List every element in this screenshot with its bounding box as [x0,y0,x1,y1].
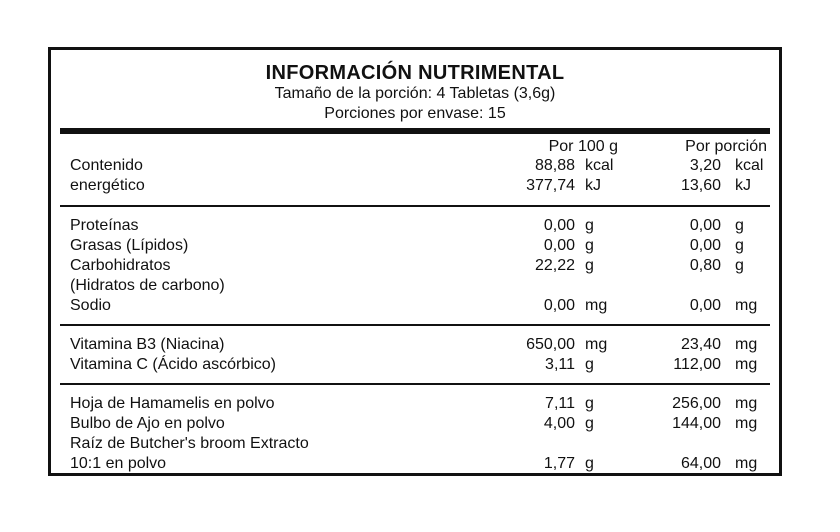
column-header-per-100g: Por 100 g [548,138,618,155]
ingredient-per100-value: 4,00 [543,415,575,432]
energy-kcal-perserving-unit: kcal [735,157,764,174]
divider [60,205,770,207]
ingredient-perserving-value: 256,00 [672,395,721,412]
macro-perserving-unit: g [735,257,744,274]
macro-perserving-unit: g [735,237,744,254]
vitamin-name: Vitamina C (Ácido ascórbico) [70,356,277,373]
vitamin-per100-value: 3,11 [545,356,575,373]
ingredient-name: Bulbo de Ajo en polvo [70,415,225,432]
servings-per-container: Porciones por envase: 15 [324,105,506,122]
divider [60,324,770,326]
ingredient-per100-unit: g [585,455,594,472]
ingredient-per100-unit: g [585,395,594,412]
energy-kcal-per100-value: 88,88 [534,157,575,174]
ingredient-perserving-value: 144,00 [672,415,721,432]
macro-perserving-value: 0,00 [689,297,721,314]
ingredient-per100-value: 1,77 [543,455,575,472]
energy-kcal-perserving-value: 3,20 [689,157,721,174]
energy-kj-per100-unit: kJ [585,177,601,194]
macro-perserving-unit: mg [735,297,758,314]
ingredient-perserving-unit: mg [735,415,758,432]
nutrition-facts-label [48,47,782,476]
vitamin-perserving-value: 23,40 [680,336,721,353]
macro-name: Proteínas [70,217,139,234]
macro-name: Carbohidratos [70,257,171,274]
macro-per100-value: 22,22 [534,257,575,274]
vitamin-per100-unit: mg [585,336,608,353]
macro-per100-value: 0,00 [543,237,575,254]
ingredient-perserving-value: 64,00 [680,455,721,472]
label-title: INFORMACIÓN NUTRIMENTAL [265,62,565,84]
vitamin-per100-value: 650,00 [526,336,575,353]
thick-divider [60,128,770,134]
vitamin-per100-unit: g [585,356,594,373]
energy-label-line1: Contenido [70,157,143,174]
macro-perserving-unit: g [735,217,744,234]
vitamin-name: Vitamina B3 (Niacina) [70,336,225,353]
macro-per100-unit: g [585,217,594,234]
energy-kj-per100-value: 377,74 [526,177,575,194]
macro-per100-unit: g [585,257,594,274]
macro-name: Sodio [70,297,111,314]
macro-perserving-value: 0,00 [689,217,721,234]
macro-per100-value: 0,00 [543,217,575,234]
column-header-per-serving: Por porción [685,138,767,155]
ingredient-perserving-unit: mg [735,395,758,412]
ingredient-per100-value: 7,11 [545,395,575,412]
vitamin-perserving-value: 112,00 [673,356,721,373]
macro-per100-value: 0,00 [543,297,575,314]
ingredient-name: Raíz de Butcher's broom Extracto [70,435,309,452]
macro-per100-unit: g [585,237,594,254]
vitamin-perserving-unit: mg [735,356,758,373]
macro-name: (Hidratos de carbono) [70,277,225,294]
energy-kcal-per100-unit: kcal [585,157,614,174]
vitamin-perserving-unit: mg [735,336,758,353]
energy-kj-perserving-value: 13,60 [680,177,721,194]
divider [60,383,770,385]
ingredient-per100-unit: g [585,415,594,432]
serving-size: Tamaño de la porción: 4 Tabletas (3,6g) [274,85,556,102]
ingredient-name: Hoja de Hamamelis en polvo [70,395,275,412]
ingredient-name: 10:1 en polvo [70,455,167,472]
macro-perserving-value: 0,00 [689,237,721,254]
macro-perserving-value: 0,80 [689,257,721,274]
macro-per100-unit: mg [585,297,608,314]
energy-kj-perserving-unit: kJ [735,177,751,194]
energy-label-line2: energético [70,177,145,194]
ingredient-perserving-unit: mg [735,455,758,472]
macro-name: Grasas (Lípidos) [70,237,189,254]
